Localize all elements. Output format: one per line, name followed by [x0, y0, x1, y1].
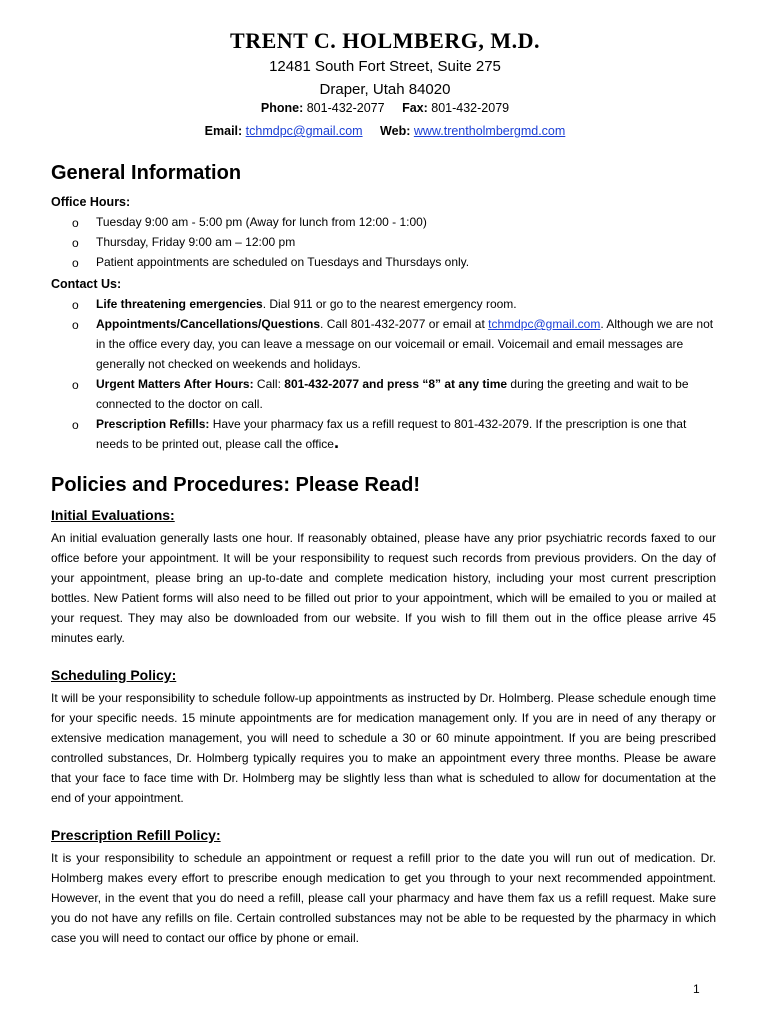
address-line-2: Draper, Utah 84020 — [319, 81, 451, 98]
website-link[interactable]: www.trentholmbergmd.com — [413, 124, 566, 138]
bullet: o — [72, 318, 79, 332]
page-number: 1 — [693, 982, 700, 996]
contact-item-text: . Call 801-432-2077 or email at — [320, 317, 489, 331]
contact-item-bold: Urgent Matters After Hours: — [96, 377, 254, 391]
contact-item-bold: Appointments/Cancellations/Questions — [96, 317, 321, 331]
contact-item-appointments — [96, 314, 716, 374]
phone-fax-line — [0, 101, 770, 115]
contact-item-refills — [96, 414, 716, 454]
phone-label: Phone: — [260, 101, 304, 115]
bullet: o — [72, 418, 79, 432]
office-hours-item: Thursday, Friday 9:00 am – 12:00 pm — [96, 235, 296, 249]
contact-item-emergencies — [96, 294, 716, 314]
contact-item-bold: Life threatening emergencies — [96, 297, 263, 311]
bullet: o — [72, 216, 79, 230]
initial-evaluations-text: An initial evaluation generally lasts one hour. If reasonably obtained, please have any prior psychiatric records faxed to our office before your appointment. It will be your responsibility to request such records from previous providers. On the day of your appointment, please bring an up-to-date and complete medication history, including your most current prescription bottles. New Patient forms will also need to be filled out prior to your appointment, which will be emailed to you or mailed at your request. They may also be downloaded from our website. If you wish to fill them out in the office please arrive 45 minutes early. — [51, 531, 716, 645]
policies-heading: Policies and Procedures: Please Read! — [51, 474, 421, 496]
contact-item-text: Have your pharmacy fax us a refill request to 801-432-2079. If the prescription is one that needs to be printed out, please call the office — [96, 417, 687, 451]
email-label: Email: — [204, 124, 243, 138]
scheduling-policy-heading: Scheduling Policy: — [51, 667, 177, 683]
bullet: o — [72, 236, 79, 250]
bullet: o — [72, 298, 79, 312]
general-information-heading: General Information — [51, 162, 242, 184]
office-hours-item: Patient appointments are scheduled on Tuesdays and Thursdays only. — [96, 255, 470, 269]
initial-evaluations-heading: Initial Evaluations: — [51, 507, 175, 523]
fax-number: 801-432-2079 — [431, 101, 510, 115]
email-link[interactable]: tchmdpc@gmail.com — [245, 124, 363, 138]
bullet: o — [72, 378, 79, 392]
contact-item-text: Call: — [253, 377, 285, 391]
refill-policy-heading: Prescription Refill Policy: — [51, 827, 221, 843]
contact-item-tail: . — [333, 432, 339, 452]
contact-us-heading: Contact Us: — [51, 277, 122, 291]
contact-item-bold: Prescription Refills: — [96, 417, 210, 431]
contact-item-text: . Dial 911 or go to the nearest emergency room. — [262, 297, 517, 311]
scheduling-policy-text: It will be your responsibility to schedule follow-up appointments as instructed by Dr. Holmberg. Please schedule enough time for your specific needs. 15 minute appointments are for medication management only. If you are in need of any therapy or extensive medication management, you will need to schedule a 30 or 60 minute appointment. If you are being prescribed controlled substances, Dr. Holmberg typically requires you to make an appointment every three months. Please be aware that your face to face time with Dr. Holmberg may be slightly less than what is scheduled to allow for documentation at the end of your appointment. — [51, 691, 716, 805]
bullet: o — [72, 256, 79, 270]
office-hours-item: Tuesday 9:00 am - 5:00 pm (Away for lunch from 12:00 - 1:00) — [96, 215, 427, 229]
office-hours-heading: Office Hours: — [51, 195, 131, 209]
address-line-1: 12481 South Fort Street, Suite 275 — [269, 58, 501, 75]
web-label: Web: — [380, 124, 411, 138]
email-web-line — [0, 124, 770, 138]
refill-policy-text: It is your responsibility to schedule an appointment or request a refill prior to the date you will run out of medication. Dr. Holmberg makes every effort to prescribe enough medication to get you through to your next recommended appointment. However, in the event that you do need a refill, please call your pharmacy and have them fax us a refill request. Make sure you do not have any refills on file. Certain controlled substances may not be able to be requested by the pharmacy in which case you will need to contact our office by phone or email. — [51, 851, 716, 945]
contact-item-text-2: . Although we are not in the office every day, you can leave a message on our voicemail or email. Voicemail and email messages are generally not checked on weekends and holidays. — [96, 317, 714, 371]
phone-number: 801-432-2077 — [306, 101, 385, 115]
doctor-name: TRENT C. HOLMBERG, M.D. — [230, 28, 540, 53]
fax-label: Fax: — [402, 101, 428, 115]
contact-item-urgent — [96, 374, 716, 414]
contact-email-link[interactable]: tchmdpc@gmail.com — [488, 317, 601, 331]
contact-item-bold-2: 801-432-2077 and press “8” at any time — [284, 377, 508, 391]
contact-item-text-2: during the greeting and wait to be connected to the doctor on call. — [96, 377, 689, 411]
